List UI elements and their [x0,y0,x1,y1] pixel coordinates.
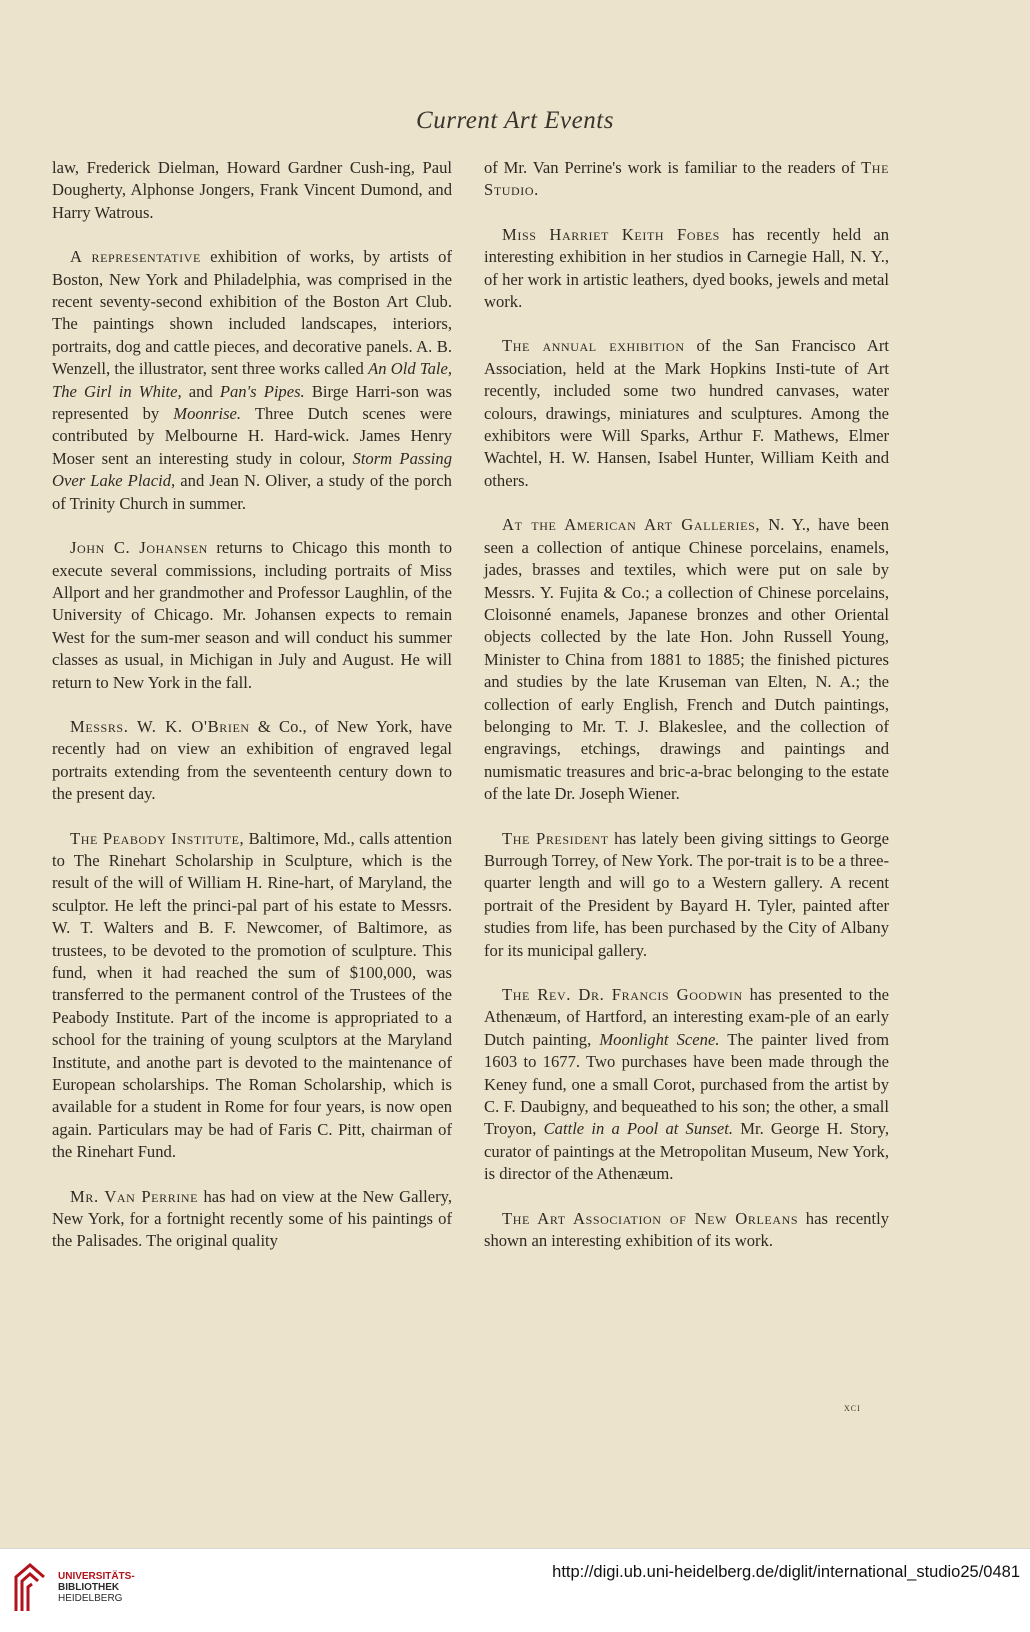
paragraph: Miss Harriet Keith Fobes has recently held an interesting exhibition in her studios in Carnegie Hall, N. Y., of her work in artistic leathers, dyed books, jewels and metal work. [484,224,890,312]
paragraph: Messrs. W. K. O'Brien & Co., of New York, have recently had on view an exhibition of engraved legal portraits extending from the seventeenth century down to the present day. [52,716,452,804]
paragraph: The annual exhibition of the San Francisco Art Association, held at the Mark Hopkins Insti-tute of Art recently, included some two hundred canvases, water colours, drawings, miniatures and sculptures. Among the exhibitors were Will Sparks, Arthur F. Mathews, Elmer Wachtel, H. W. Hansen, Isabel Hunter, William Keith and others. [484,336,889,490]
paragraph-lead: The Peabody Institute, [70,828,245,848]
paragraph-lead: The Rev. Dr. Francis Goodwin [502,985,743,1004]
paragraph-lead: A representative [70,247,201,267]
page-number: xci [844,1400,861,1414]
paragraph: Mr. Van Perrine has had on view at the New Gallery, New York, for a fortnight recently some of his paintings of the Palisades. The original quality [52,1186,452,1251]
right-column [484,157,889,1274]
paragraph-lead: At the American Art Galleries, [502,515,761,535]
paragraph: The Art Association of New Orleans has recently shown an interesting exhibition of its work. [484,1208,889,1251]
paragraph-lead: The Art Association of New Orleans [502,1208,799,1228]
paragraph: The Rev. Dr. Francis Goodwin has presented to the Athenæum, of Hartford, an interesting exam-ple of an early Dutch painting, Moonlight Scene. The painter lived from 1603 to 1677. Two purchases have been made through the Keney fund, one a small Corot, purchased from the artist by C. F. Daubigny, and bequeathed to his son; the other, a small Troyon, Cattle in a Pool at Sunset. Mr. George H. Story, curator of paintings at the Metropolitan Museum, New York, is director of the Athenæum. [484,985,889,1184]
paragraph: At the American Art Galleries, N. Y., have been seen a collection of antique Chinese porcelains, enamels, jades, brasses and textiles, which were put on sale by Messrs. Y. Fujita & Co.; a collection of Chinese porcelains, Cloisonné enamels, Japanese bronzes and other Oriental objects collected by the late Hon. John Russell Young, Minister to China from 1881 to 1885; the finished pictures and studies by the late Kruseman van Elten, N. A.; the collection of early English, French and Dutch paintings, belonging to Mr. T. J. Blakeslee, and the collection of engravings, etchings, drawings and paintings and numismatic treasures and bric-a-brac belonging to the estate of the late Dr. Joseph Wiener. [484,515,889,804]
paragraph-lead: Miss Harriet Keith Fobes [502,224,720,244]
footer-bar [0,1548,1030,1632]
magazine-name: The Studio. [484,158,889,200]
artwork-title: Cattle in a Pool at Sunset. [543,1119,734,1139]
paragraph: The Peabody Institute, Baltimore, Md., calls attention to The Rinehart Scholarship in Sculpture, which is the result of the will of William H. Rine-hart, of Maryland, the sculptor. He left the princi-pal part of his estate to Messrs. W. T. Walters and B. F. Newcomer, of Baltimore, as trustees, to be devoted to the promotion of sculpture. This fund, when it had reached the sum of $100,000, was transferred to the permanent control of the Trustees of the Peabody Institute. Part of the income is appropriated to a school for the training of young sculptors at the Maryland Institute, and anothe part is devoted to the maintenance of European scholarships. The Roman Scholarship, which is available for a student in Rome for four years, is now open again. Particulars may be had of Faris C. Pitt, chairman of the Rinehart Fund. [52,828,452,1162]
institution-name: UNIVERSITÄTS- BIBLIOTHEK HEIDELBERG [58,1571,135,1604]
artwork-title: Pan's Pipes. [219,381,305,401]
paragraph-lead: Mr. Van Perrine [70,1186,199,1206]
paragraph-lead: The annual exhibition [502,336,685,356]
paragraph: A representative exhibition of works, by artists of Boston, New York and Philadelphia, was comprised in the recent seventy-second exhibition of the Boston Art Club. The paintings shown included landscapes, interiors, portraits, dog and cattle pieces, and decorative panels. A. B. Wenzell, the illustrator, sent three works called An Old Tale, The Girl in White, and Pan's Pipes. Birge Harri-son was represented by Moonrise. Three Dutch scenes were contributed by Melbourne H. Hard-wick. James Henry Moser sent an interesting study in colour, Storm Passing Over Lake Placid, and Jean N. Oliver, a study of the porch of Trinity Church in summer. [52,247,453,513]
paragraph-lead: Messrs. W. K. O'Brien [70,716,250,736]
paragraph: The President has lately been giving sittings to George Burrough Torrey, of New York. The por-trait is to be a three-quarter length and will go to a Western gallery. A recent portrait of the President by Bayard H. Tyler, painted after studies from life, has been purchased by the City of Albany for its municipal gallery. [484,828,889,960]
paragraph: John C. Johansen returns to Chicago this month to execute several commissions, including portraits of Miss Allport and her grandmother and Professor Laughlin, of the University of Chicago. Mr. Johansen expects to remain West for the sum-mer season and will conduct his summer classes as usual, in Michigan in July and August. He will return to New York in the fall. [52,538,452,692]
left-column [52,157,452,1275]
source-url-link[interactable]: http://digi.ub.uni-heidelberg.de/diglit/international_studio25/0481 [552,1563,1020,1581]
library-logo-icon [10,1559,50,1615]
paragraph: of Mr. Van Perrine's work is familiar to the readers of The Studio. [484,158,889,200]
paragraph-lead: John C. Johansen [70,538,208,558]
artwork-title: Moonrise. [173,404,242,424]
running-title: Current Art Events [416,107,614,134]
artwork-title: Storm Passing Over Lake Placid, [52,448,452,491]
artwork-title: An Old Tale, The Girl in White, [52,359,452,401]
artwork-title: Moonlight Scene. [599,1029,720,1049]
paragraph-lead: The President [502,828,609,848]
paragraph: law, Frederick Dielman, Howard Gardner Cush-ing, Paul Dougherty, Alphonse Jongers, Frank Vincent Dumond, and Harry Watrous. [52,158,452,222]
